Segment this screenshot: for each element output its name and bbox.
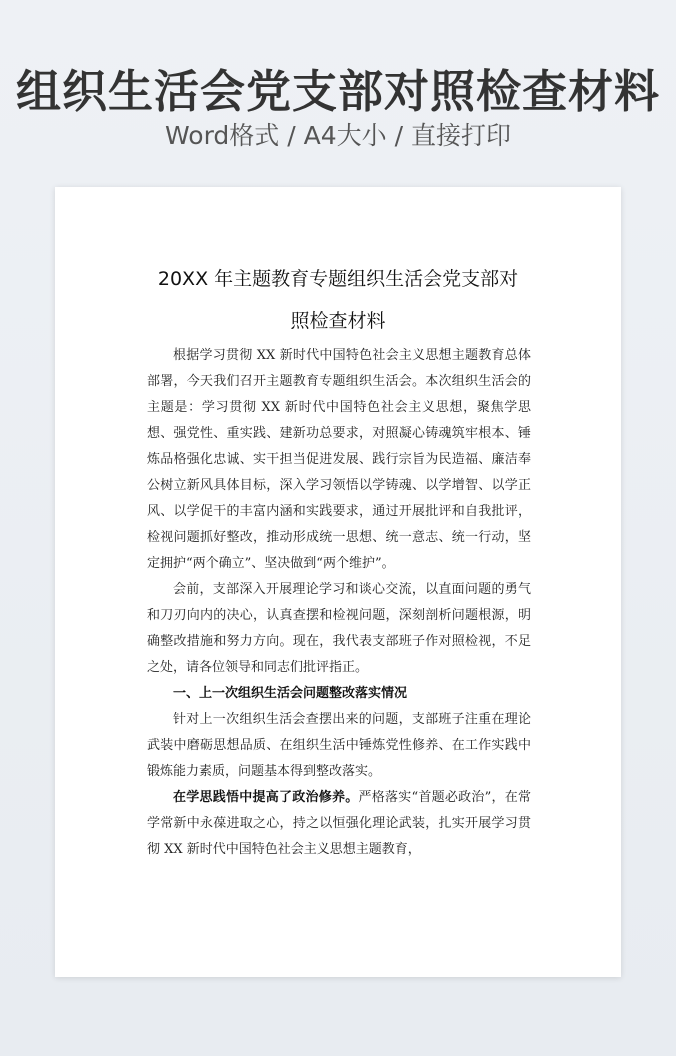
paragraph-2: 会前，支部深入开展理论学习和谈心交流，以直面问题的勇气和刀刃向内的决心，认真查摆和检视问题，深刻剖析问题根源，明确整改措施和努力方向。现在，我代表支部班子作对照检视，不足之处，请各位领导和同志们批评指正。 xyxy=(147,582,531,675)
document-body xyxy=(147,343,531,863)
section-heading-1: 一、上一次组织生活会问题整改落实情况 xyxy=(173,686,408,701)
paragraph-4-rest: 严格落实“首题必政治”，在常学常新中永葆进取之心，持之以恒强化理论武装，扎实开展学习贯彻 XX 新时代中国特色社会主义思想主题教育， xyxy=(147,790,531,857)
document-title-line2: 照检查材料 xyxy=(290,310,386,332)
banner-subtitle: Word格式 / A4大小 / 直接打印 xyxy=(165,121,511,150)
paragraph-4-lead: 在学思践悟中提高了政治修养。 xyxy=(173,790,359,805)
paragraph-4 xyxy=(147,785,531,863)
paragraph-3: 针对上一次组织生活会查摆出来的问题，支部班子注重在理论武装中磨砺思想品质、在组织生活中锤炼党性修养、在工作实践中锻炼能力素质，问题基本得到整改落实。 xyxy=(147,712,531,779)
paragraph-1: 根据学习贯彻 XX 新时代中国特色社会主义思想主题教育总体部署，今天我们召开主题教育专题组织生活会。本次组织生活会的主题是：学习贯彻 XX 新时代中国特色社会主义思想，聚焦学思想、强党性、重实践、建新功总要求，对照凝心铸魂筑牢根本、锤炼品格强化忠诚、实干担当促进发展、践行宗旨为民造福、廉洁奉公树立新风具体目标，深入学习领悟以学铸魂、以学增智、以学正风、以学促干的丰富内涵和实践要求，通过开展批评和自我批评，检视问题抓好整改，推动形成统一思想、统一意志、统一行动，坚定拥护“两个确立”、坚决做到“两个维护”。 xyxy=(147,348,531,571)
banner-title: 组织生活会党支部对照检查材料 xyxy=(15,65,660,118)
document-title-line1: 20XX 年主题教育专题组织生活会党支部对 xyxy=(157,268,519,290)
